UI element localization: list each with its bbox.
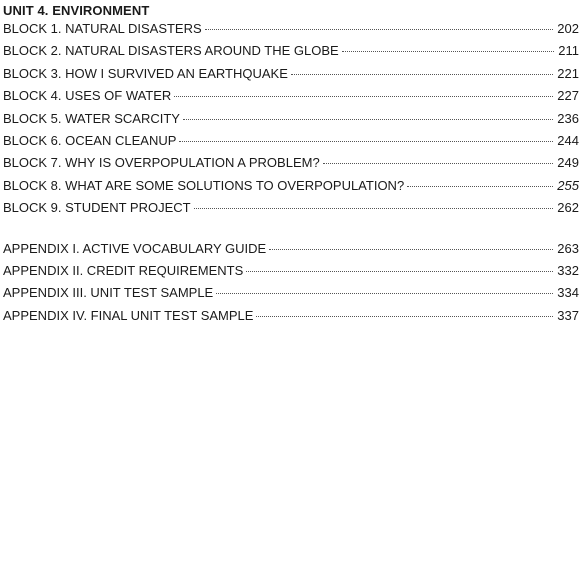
toc-entry-label: BLOCK 6. OCEAN CLEANUP <box>3 132 177 148</box>
toc-entry-label: BLOCK 1. NATURAL DISASTERS <box>3 21 202 36</box>
toc-entry-page: 236 <box>557 110 579 126</box>
dot-leader <box>194 208 554 209</box>
toc-entry-appendix-4[interactable] <box>3 305 579 327</box>
toc-entry-page: 334 <box>557 285 579 301</box>
toc-entry-page: 262 <box>557 200 579 216</box>
toc-entry-appendix-1[interactable] <box>3 238 579 260</box>
toc-entry-page: 332 <box>557 262 579 278</box>
toc-entry-block-2[interactable] <box>3 40 579 62</box>
toc-entry-page: 337 <box>557 307 579 323</box>
dot-leader <box>216 293 553 294</box>
section-spacer <box>3 220 579 238</box>
toc-entry-block-6[interactable] <box>3 130 579 152</box>
toc-entry-page: 221 <box>557 65 579 81</box>
toc-entry-label: BLOCK 3. HOW I SURVIVED AN EARTHQUAKE <box>3 65 288 81</box>
dot-leader <box>256 316 553 317</box>
toc-entry-page: 255 <box>557 177 579 193</box>
toc-entry-page: 202 <box>557 21 579 36</box>
dot-leader <box>183 119 553 120</box>
toc-entry-label: BLOCK 9. STUDENT PROJECT <box>3 200 191 216</box>
table-of-contents <box>3 0 579 327</box>
toc-entry-label: APPENDIX I. ACTIVE VOCABULARY GUIDE <box>3 240 267 256</box>
toc-entry-label: APPENDIX III. UNIT TEST SAMPLE <box>3 285 214 301</box>
dot-leader <box>291 74 553 75</box>
toc-entry-appendix-2[interactable] <box>3 260 579 282</box>
unit-title: UNIT 4. ENVIRONMENT <box>3 3 150 18</box>
toc-entry-block-3[interactable] <box>3 63 579 85</box>
toc-entry-block-7[interactable] <box>3 152 579 174</box>
toc-entry-block-8[interactable] <box>3 175 579 197</box>
toc-entry-label: APPENDIX IV. FINAL UNIT TEST SAMPLE <box>3 307 254 323</box>
dot-leader <box>179 141 553 142</box>
toc-entry-appendix-3[interactable] <box>3 282 579 304</box>
dot-leader <box>174 96 553 97</box>
appendices-list <box>3 238 579 328</box>
dot-leader <box>205 29 554 30</box>
dot-leader <box>269 249 553 250</box>
dot-leader <box>323 163 554 164</box>
toc-entry-label: BLOCK 8. WHAT ARE SOME SOLUTIONS TO OVERPOPULATION? <box>3 177 405 193</box>
toc-entry-block-4[interactable] <box>3 85 579 107</box>
toc-entry-page: 211 <box>558 43 579 59</box>
toc-entry-label: BLOCK 5. WATER SCARCITY <box>3 110 180 126</box>
toc-entry-page: 263 <box>557 240 579 256</box>
dot-leader <box>342 51 555 52</box>
toc-entry-label: APPENDIX II. CREDIT REQUIREMENTS <box>3 262 244 278</box>
blocks-list <box>3 18 579 220</box>
toc-entry-label: BLOCK 2. NATURAL DISASTERS AROUND THE GLOBE <box>3 43 339 59</box>
toc-entry-block-1[interactable] <box>3 18 579 40</box>
toc-entry-block-5[interactable] <box>3 108 579 130</box>
toc-entry-label: BLOCK 4. USES OF WATER <box>3 88 172 104</box>
toc-entry-block-9[interactable] <box>3 197 579 219</box>
toc-entry-page: 227 <box>557 88 579 104</box>
dot-leader <box>407 186 553 187</box>
toc-entry-page: 249 <box>557 155 579 171</box>
toc-entry-page: 244 <box>557 132 579 148</box>
dot-leader <box>246 271 553 272</box>
toc-entry-label: BLOCK 7. WHY IS OVERPOPULATION A PROBLEM? <box>3 155 320 171</box>
